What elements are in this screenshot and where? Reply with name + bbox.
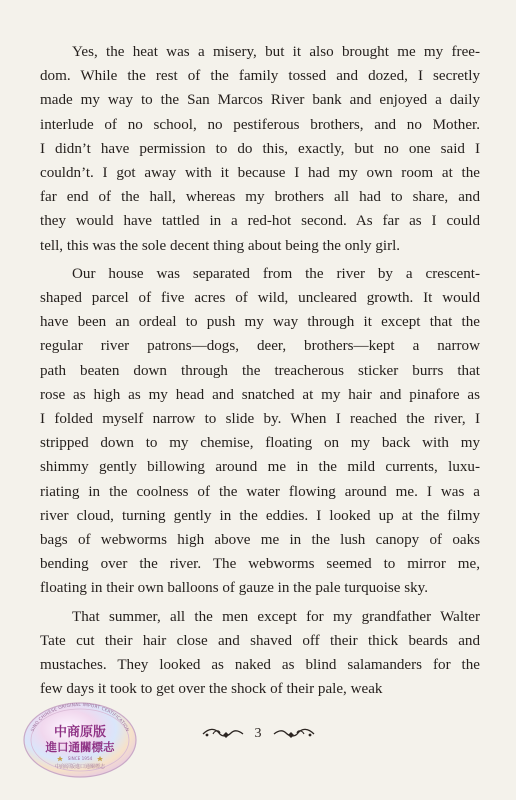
text-line: riating in the coolness of the water flowing around me. I was a [40, 483, 480, 500]
import-certification-sticker [20, 700, 140, 780]
text-line: interlude of no school, no pestiferous brothers, and no Mother. [40, 116, 480, 133]
page-number: 3 [254, 726, 262, 741]
text-line: Tate cut their hair close and shaved off their thick beards and [40, 632, 480, 649]
paragraph-1 [40, 40, 480, 258]
body-text [40, 40, 480, 705]
sticker-main-line-1: 中商原版 [53, 725, 107, 740]
text-line: mustaches. They looked as naked as blind salamanders for the [40, 657, 480, 674]
text-line: path beaten down through the treacherous sticker burrs that [40, 362, 480, 379]
sticker-bottom-text: 中商原版進口通關標志 [54, 764, 106, 770]
text-line: Yes, the heat was a misery, but it also brought me my free- [72, 44, 480, 60]
sticker-main-line-2: 進口通關標志 [45, 740, 115, 754]
text-line: shaped parcel of five acres of wild, uncleared growth. It would [40, 290, 480, 307]
left-ornament-icon [201, 727, 245, 741]
text-line: regular river patrons—dogs, deer, brothers—kept a narrow [40, 338, 480, 355]
text-line: river cloud, turning gently in the eddies. I looked up at the filmy [40, 507, 480, 524]
paragraph-3 [40, 605, 480, 702]
sticker-arc-text: SINO CHINESE ORIGINAL IMPORT CERTIFICATION [30, 702, 130, 733]
text-line: couldn’t. I got away with it because I had my own room at the [40, 165, 480, 182]
text-line: bending over the river. The webworms seemed to mirror me, [40, 556, 480, 573]
text-line: shimmy gently billowing around me in the mild currents, luxu- [40, 459, 480, 476]
text-line: bags of webworms high above me in the lush canopy of oaks [40, 532, 480, 549]
text-line: tell, this was the sole decent thing about being the only girl. [40, 237, 401, 254]
right-ornament-icon [272, 727, 316, 741]
text-line: Our house was separated from the river by a crescent- [72, 265, 480, 282]
text-line: stripped down to my chemise, floating on my back with my [40, 435, 480, 452]
text-line: I didn’t have permission to do this, exactly, but no one said I [40, 140, 480, 157]
text-line: floating in their own balloons of gauze in the pale turquoise sky. [40, 580, 429, 597]
paragraph-2 [40, 262, 480, 601]
text-line: made my way to the San Marcos River bank and enjoyed a daily [40, 92, 480, 109]
sticker-since: SINCE 1954 [67, 756, 93, 761]
text-line: dom. While the rest of the family tossed and dozed, I secretly [40, 68, 480, 85]
text-line: have been an ordeal to push my way through it except that the [40, 314, 480, 331]
text-line: far end of the hall, whereas my brothers all had to share, and [40, 189, 480, 206]
text-line: That summer, all the men except for my grandfather Walter [72, 608, 480, 625]
text-line: they would have tattled in a red-hot second. As far as I could [40, 213, 480, 230]
text-line: rose as high as my head and snatched at my hair and pinafore as [40, 386, 480, 403]
text-line: few days it took to get over the shock of their pale, weak [40, 681, 383, 698]
text-line: I folded myself narrow to slide by. When I reached the river, I [40, 411, 480, 428]
